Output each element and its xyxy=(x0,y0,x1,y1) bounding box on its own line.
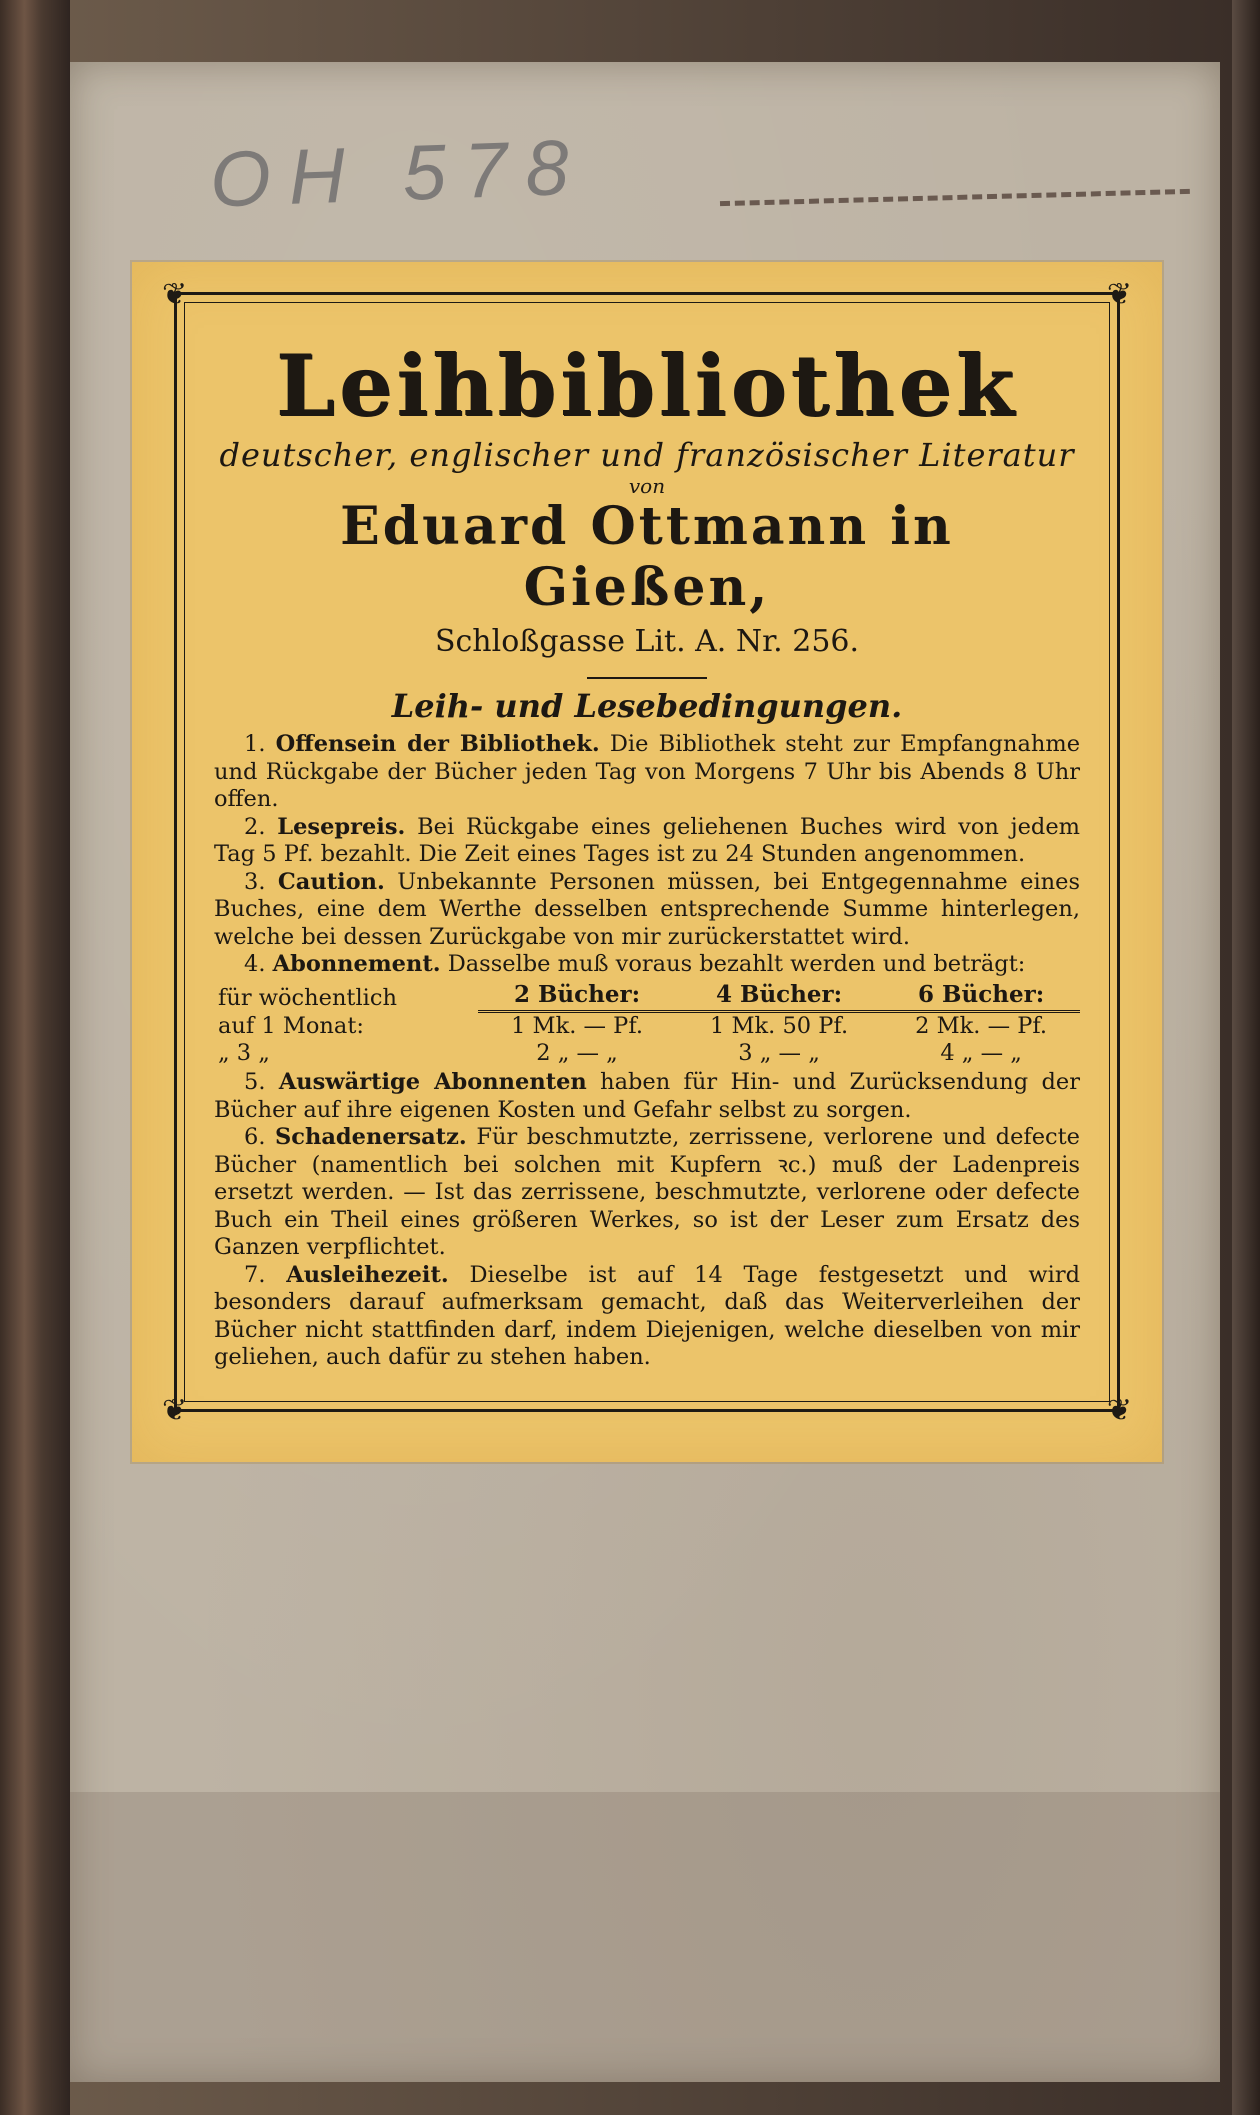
price-cell: 4 „ — „ xyxy=(940,1040,1022,1067)
term-item: 3. Caution. Unbekannte Personen müssen, bei Entgegennahme eines Buches, eine dem Werthe desselben entsprechende Summe hinterlegen, welche bei dessen Zurückgabe von mir zurückerstattet wird. xyxy=(214,868,1080,950)
endpaper-lower-stain xyxy=(70,1792,1220,2082)
price-col-header: 6 Bücher: xyxy=(882,981,1080,1012)
book-edge-right xyxy=(1232,0,1260,2115)
price-cell: 2 Mk. — Pf. xyxy=(915,1013,1048,1040)
terms-list xyxy=(214,731,1080,1372)
price-row-label: für wöchentlich xyxy=(218,984,397,1011)
label-address: Schloßgasse Lit. A. Nr. 256. xyxy=(434,624,860,660)
ornament-corner-icon: ❦ xyxy=(1106,277,1132,312)
handwritten-call-number: OH 578 xyxy=(208,122,589,224)
price-row xyxy=(214,1012,1080,1041)
term-item: 7. Ausleihezeit. Dieselbe ist auf 14 Tage festgesetzt und wird besonders darauf aufmerksam gemacht, daß das Weiterverleihen der Bücher nicht stattfinden darf, indem Diejenigen, welche dieselben von mir geliehen, auch dafür zu stehen haben. xyxy=(214,1261,1080,1371)
ornament-corner-icon: ❦ xyxy=(1106,1393,1132,1428)
ornament-corner-icon: ❦ xyxy=(162,1393,188,1428)
price-row-label: auf 1 Monat: xyxy=(218,1013,364,1040)
price-cell: 1 Mk. 50 Pf. xyxy=(710,1013,849,1040)
library-label xyxy=(132,262,1162,1462)
price-col-header: 2 Bücher: xyxy=(478,981,676,1012)
price-row xyxy=(214,1040,1080,1067)
conditions-heading: Leih- und Lesebedingungen. xyxy=(391,687,903,726)
price-table-header xyxy=(214,981,1080,1012)
label-subtitle: deutscher, englischer und französischer Literatur xyxy=(219,436,1075,475)
term-item: 6. Schadenersatz. Für beschmutzte, zerrissene, verlorene und defecte Bücher (namentlich bei solchen mit Kupfern ꝛc.) muß der Ladenpreis ersetzt werden. — Ist das zerrissene, beschmutzte, verlorene oder defecte Buch ein Theil eines größeren Werkes, so ist der Leser zum Ersatz des Ganzen verpflichtet. xyxy=(214,1124,1080,1261)
book-spine-left xyxy=(0,0,70,2115)
price-cell: 2 „ — „ xyxy=(536,1040,618,1067)
ornament-corner-icon: ❦ xyxy=(162,277,188,312)
price-table xyxy=(214,981,1080,1068)
term-item: 4. Abonnement. Dasselbe muß voraus bezahlt werden und beträgt: xyxy=(244,951,1026,978)
price-row-label: „ 3 „ xyxy=(218,1040,270,1067)
label-content xyxy=(214,322,1080,1372)
term-item: 5. Auswärtige Abonnenten haben für Hin- und Zurücksendung der Bücher auf ihre eigenen Kosten und Gefahr selbst zu sorgen. xyxy=(214,1069,1080,1123)
price-cell: 1 Mk. — Pf. xyxy=(511,1013,643,1040)
label-von: von xyxy=(628,474,666,499)
label-title: Leihbibliothek xyxy=(275,336,1019,435)
label-owner: Eduard Ottmann in Gießen, xyxy=(340,496,954,619)
term-item: 1. Offensein der Bibliothek. Die Bibliothek steht zur Empfangnahme und Rückgabe der Bücher jeden Tag von Morgens 7 Uhr bis Abends 8 Uhr offen. xyxy=(214,731,1081,813)
term-item: 2. Lesepreis. Bei Rückgabe eines geliehenen Buches wird von jedem Tag 5 Pf. bezahlt. Die Zeit eines Tages ist zu 24 Stunden angenommen. xyxy=(214,813,1080,868)
price-cell: 3 „ — „ xyxy=(738,1040,820,1067)
divider xyxy=(587,677,707,679)
price-col-header: 4 Bücher: xyxy=(676,981,882,1012)
